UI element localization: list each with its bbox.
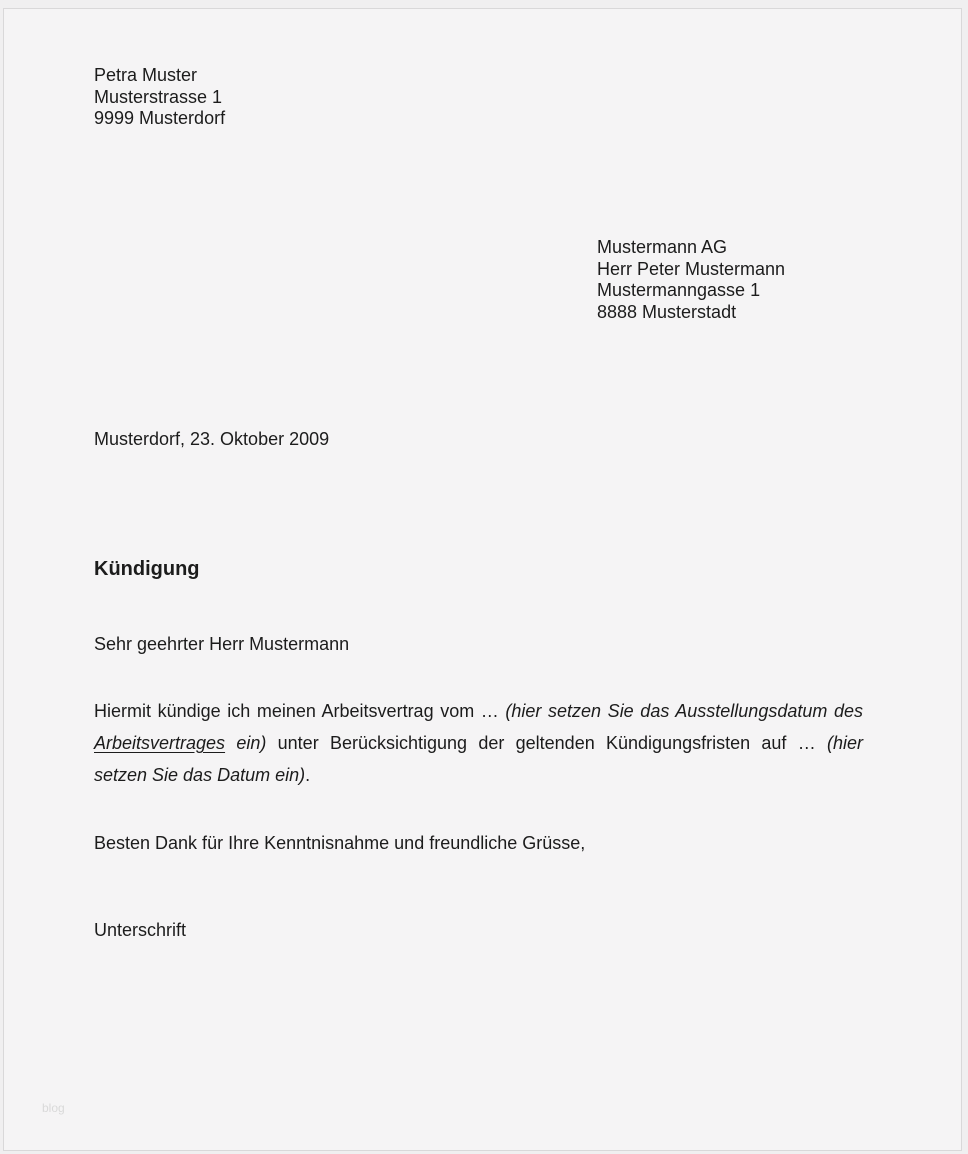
recipient-name: Herr Peter Mustermann (597, 258, 786, 279)
sender-name: Petra Muster (94, 65, 198, 85)
date-line: Musterdorf, 23. Oktober 2009 (94, 429, 330, 449)
signature-label: Unterschrift (94, 920, 187, 940)
recipient-city: 8888 Musterstadt (597, 301, 737, 322)
watermark-text: blog (42, 1101, 65, 1115)
recipient-street: Mustermanngasse 1 (597, 280, 761, 300)
body-text-line: Hiermit kündige ich meinen Arbeitsvertrag vom … (hier setzen Sie das Ausstellungsdatum des (94, 701, 863, 721)
body-text-line: setzen Sie das Datum ein). (94, 765, 311, 785)
sender-city: 9999 Musterdorf (94, 108, 226, 128)
salutation: Sehr geehrter Herr Mustermann (94, 634, 350, 654)
letter-page (3, 8, 962, 1151)
body-text-line: Arbeitsvertrages ein) unter Berücksichtigung der geltenden Kündigungsfristen auf … (hier (94, 733, 864, 753)
body-paragraph (94, 695, 863, 791)
sender-address (94, 65, 225, 130)
subject-heading: Kündigung (94, 558, 200, 580)
closing-line: Besten Dank für Ihre Kenntnisnahme und freundliche Grüsse, (94, 833, 586, 853)
recipient-company: Mustermann AG (597, 237, 728, 257)
sender-street: Musterstrasse 1 (94, 86, 223, 107)
recipient-address (597, 237, 785, 323)
